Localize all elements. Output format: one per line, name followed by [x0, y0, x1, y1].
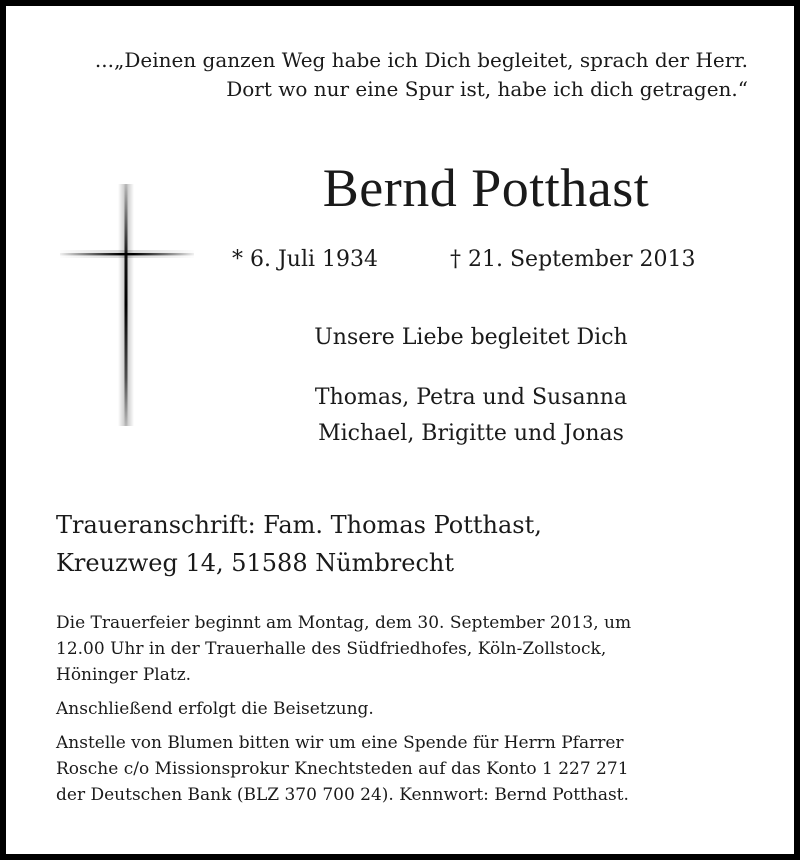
ceremony-line-1: Die Trauerfeier beginnt am Montag, dem 30. September 2013, um: [56, 613, 632, 633]
donation-line-3: der Deutschen Bank (BLZ 370 700 24). Kennwort: Bernd Potthast.: [56, 785, 629, 805]
ceremony-details: [56, 610, 766, 808]
mourning-address: [56, 506, 542, 582]
donation-line-2: Rosche c/o Missionsprokur Knechtsteden auf das Konto 1 227 271: [56, 759, 629, 779]
birth-date: * 6. Juli 1934: [232, 247, 379, 272]
burial-line: Anschließend erfolgt die Beisetzung.: [56, 699, 374, 719]
ceremony-line-3: Höninger Platz.: [56, 665, 192, 685]
quote-line-1: ...„Deinen ganzen Weg habe ich Dich begleitet, sprach der Herr.: [94, 48, 748, 72]
death-date: † 21. September 2013: [450, 247, 696, 272]
address-line-2: Kreuzweg 14, 51588 Nümbrecht: [56, 549, 455, 577]
family-line-2: Michael, Brigitte und Jonas: [318, 421, 624, 446]
message-text: Unsere Liebe begleitet Dich: [314, 325, 628, 350]
cross-icon: [60, 184, 194, 426]
family-names: [256, 380, 686, 452]
family-line-1: Thomas, Petra und Susanna: [314, 385, 628, 410]
quote-line-2: Dort wo nur eine Spur ist, habe ich dich getragen.“: [226, 77, 748, 101]
bible-quote: [48, 46, 748, 104]
memorial-message: [256, 320, 686, 356]
address-line-1: Traueranschrift: Fam. Thomas Potthast,: [56, 511, 542, 539]
donation-line-1: Anstelle von Blumen bitten wir um eine Spende für Herrn Pfarrer: [56, 733, 624, 753]
ceremony-line-2: 12.00 Uhr in der Trauerhalle des Südfriedhofes, Köln-Zollstock,: [56, 639, 607, 659]
deceased-name: Bernd Potthast: [322, 158, 650, 218]
